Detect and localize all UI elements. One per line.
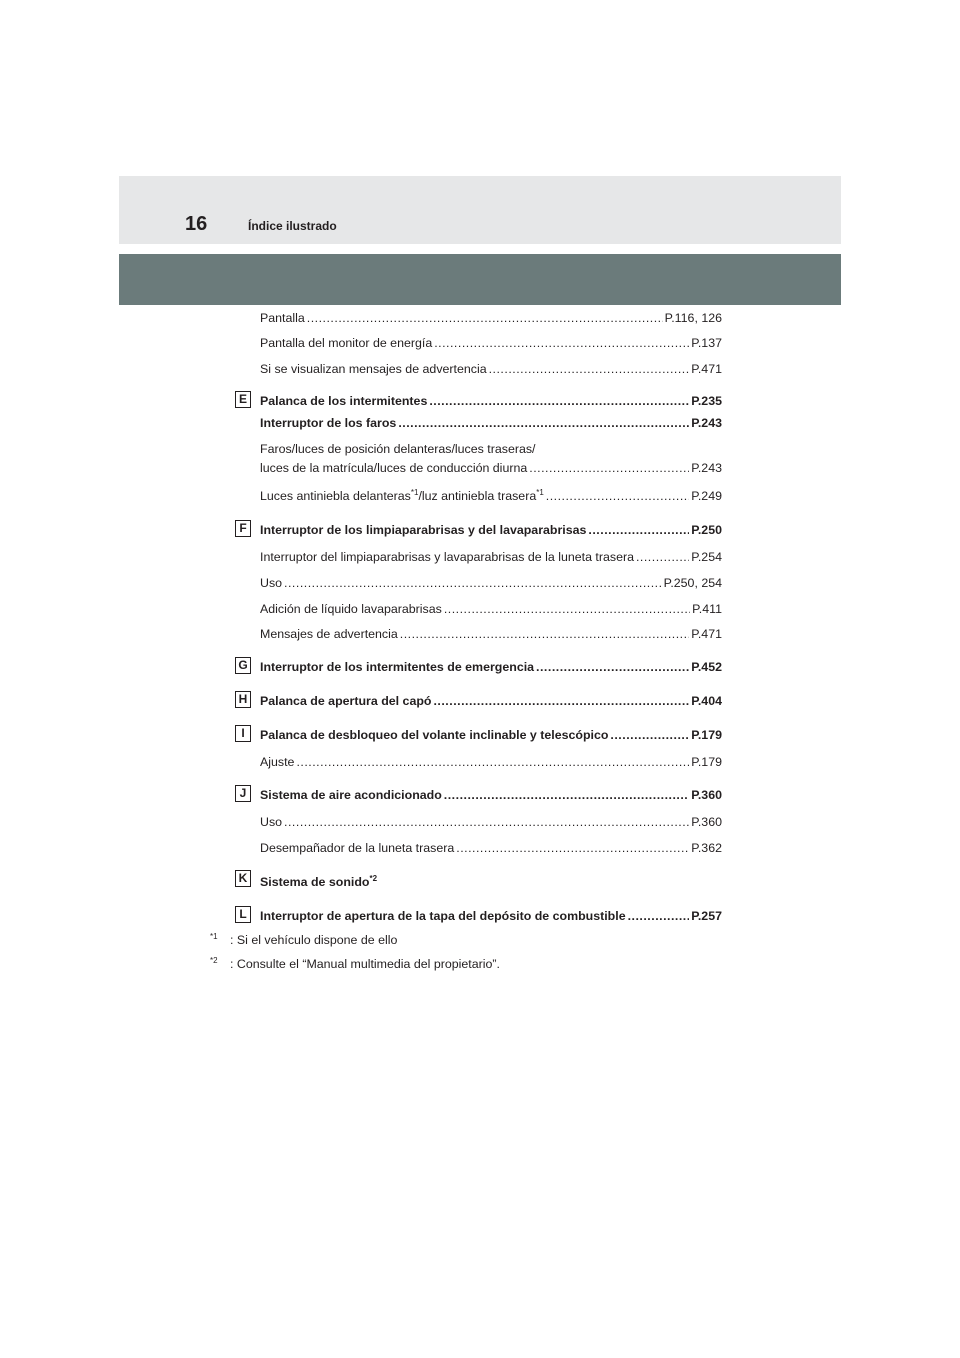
illustration-band — [119, 254, 841, 305]
letter-marker-l: L — [235, 906, 251, 923]
footnote-1: $^{*1}$ : Si el vehículo dispone de ello — [210, 932, 398, 947]
entry-apertura-capo: Palanca de apertura del capó ..... P.404 — [260, 693, 722, 709]
header-band — [119, 176, 841, 244]
letter-marker-h: H — [235, 691, 251, 708]
letter-marker-j: J — [235, 785, 251, 802]
entry-palanca-intermitentes: Palanca de los intermitentes ..... P.235 — [260, 393, 722, 409]
entry-ajuste-volante: Ajuste ..... P.179 — [260, 754, 722, 770]
entry-mensajes-advertencia-2: Mensajes de advertencia ..... P.471 — [260, 626, 722, 642]
entry-faros-line1: Faros/luces de posición delanteras/luces traseras/ — [260, 442, 536, 456]
entry-sistema-sonido: Sistema de sonido$^{*2}$ — [260, 874, 378, 889]
entry-desempanador: Desempañador de la luneta trasera ..... P.362 — [260, 840, 722, 856]
entry-pantalla: Pantalla ..... P.116, 126 — [260, 310, 722, 326]
letter-marker-i: I — [235, 725, 251, 742]
entry-uso-aire: Uso ..... P.360 — [260, 814, 722, 830]
entry-aire-acondicionado: Sistema de aire acondicionado ..... P.360 — [260, 787, 722, 803]
letter-marker-f: F — [235, 520, 251, 537]
entry-mensajes-advertencia: Si se visualizan mensajes de advertencia ..... P.471 — [260, 361, 722, 377]
entry-liquido-lavaparabrisas: Adición de líquido lavaparabrisas ..... P.411 — [260, 601, 722, 617]
page-number: 16 — [185, 213, 208, 235]
entry-luces-antiniebla: Luces antiniebla delanteras$^{*1}$/luz antiniebla trasera$^{*1}$ ..... P.249 — [260, 488, 722, 504]
entry-interruptor-faros: Interruptor de los faros ..... P.243 — [260, 415, 722, 431]
entry-limpiaparabrisas: Interruptor de los limpiaparabrisas y del lavaparabrisas ..... P.250 — [260, 522, 722, 538]
entry-faros-line2: luces de la matrícula/luces de conducción diurna ..... P.243 — [260, 460, 722, 476]
entry-volante-inclinable: Palanca de desbloqueo del volante inclinable y telescópico ..... P.179 — [260, 727, 722, 743]
letter-marker-k: K — [235, 870, 251, 887]
entry-intermitentes-emergencia: Interruptor de los intermitentes de emergencia ..... P.452 — [260, 659, 722, 675]
entry-tapa-combustible: Interruptor de apertura de la tapa del depósito de combustible ..... P.257 — [260, 908, 722, 924]
entry-monitor-energia: Pantalla del monitor de energía ..... P.137 — [260, 335, 722, 351]
letter-marker-g: G — [235, 657, 251, 674]
letter-marker-e: E — [235, 391, 251, 408]
footnote-2: $^{*2}$ : Consulte el “Manual multimedia del propietario”. — [210, 956, 500, 971]
entry-limpiaparabrisas-trasero: Interruptor del limpiaparabrisas y lavaparabrisas de la luneta trasera ..... P.254 — [260, 549, 722, 565]
section-title: Índice ilustrado — [248, 219, 337, 233]
entry-uso-limpiaparabrisas: Uso ..... P.250, 254 — [260, 575, 722, 591]
